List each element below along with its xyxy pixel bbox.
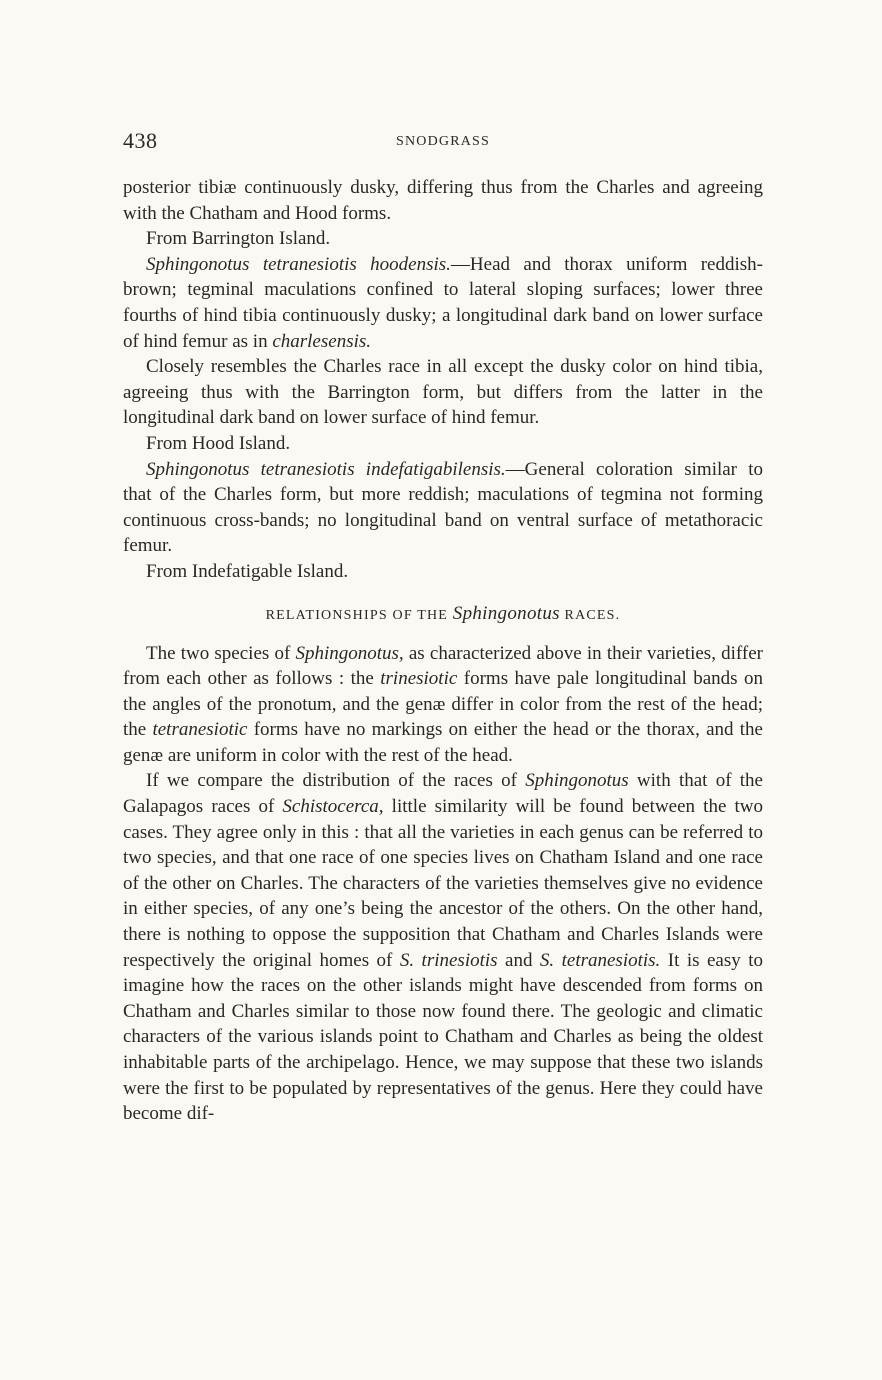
locality-indefatigable: From Indefatigable Island. [146, 560, 349, 582]
paragraph-continuation: posterior tibiæ continuously dusky, differing thus from the Charles and agreeing with the Chatham and Hood forms. [123, 177, 763, 224]
paragraph-species-differences: The two species of Sphingonotus, as characterized above in their varieties, differ from each other as follows : the trinesiotic forms have pale longitudinal bands on the angles of the pronotum, and the genæ differ in color from the rest of the head; the tetranesiotic forms have no markings on either the head or the thorax, and the genæ are uniform in color with the rest of the head. [123, 642, 764, 766]
page-header [123, 128, 763, 158]
body-text [123, 175, 763, 1127]
paragraph-distribution: If we compare the distribution of the races of Sphingonotus with that of the Galapagos races of Schistocerca, little similarity will be found between the two cases. They agree only in this : that all the varieties in each genus can be referred to two species, and that one race of one species lives on Chatham Island and one race of the other on Charles. The characters of the varieties themselves give no evidence in either species, of any one’s being the ancestor of the others. On the other hand, there is nothing to oppose the supposition that Chatham and Charles Islands were respectively the original homes of S. trinesiotis and S. tetranesiotis. It is easy to imagine how the races on the other islands might have descended from forms on Chatham and Charles similar to those now found there. The geologic and climatic characters of the various islands point to Chatham and Charles as being the oldest inhabitable parts of the archipelago. Hence, we may suppose that these two islands were the first to be populated by representatives of the genus. Here they could have become dif- [123, 770, 764, 1125]
section-heading: RELATIONSHIPS OF THE Sphingonotus RACES. [265, 602, 621, 624]
section-genus: Sphingonotus [452, 602, 560, 624]
page-number: 438 [123, 128, 158, 153]
taxon-name: Sphingonotus tetranesiotis indefatigabilensis. [146, 458, 506, 480]
taxon-reference: charlesensis. [272, 330, 372, 352]
taxon-name: Sphingonotus tetranesiotis hoodensis. [146, 253, 451, 275]
locality-barrington: From Barrington Island. [146, 228, 331, 250]
paragraph-hoodensis: Sphingonotus tetranesiotis hoodensis.—Head and thorax uniform reddish-brown; tegminal maculations confined to lateral sloping surfaces; lower three fourths of hind tibia continuously dusky; a longitudinal dark band on lower surface of hind femur as in charlesensis. [123, 253, 763, 352]
running-head: SNODGRASS [395, 134, 491, 149]
paragraph-comparison: Closely resembles the Charles race in all except the dusky color on hind tibia, agreeing thus with the Barrington form, but differs from the latter in the longitudinal dark band on lower surface of hind femur. [123, 356, 763, 429]
paragraph-indefatigabilensis: Sphingonotus tetranesiotis indefatigabilensis.—General coloration similar to that of the Charles form, but more reddish; maculations of tegmina not forming continuous cross-bands; no longitudinal band on ventral surface of metathoracic femur. [123, 458, 763, 557]
locality-hood: From Hood Island. [146, 432, 291, 454]
